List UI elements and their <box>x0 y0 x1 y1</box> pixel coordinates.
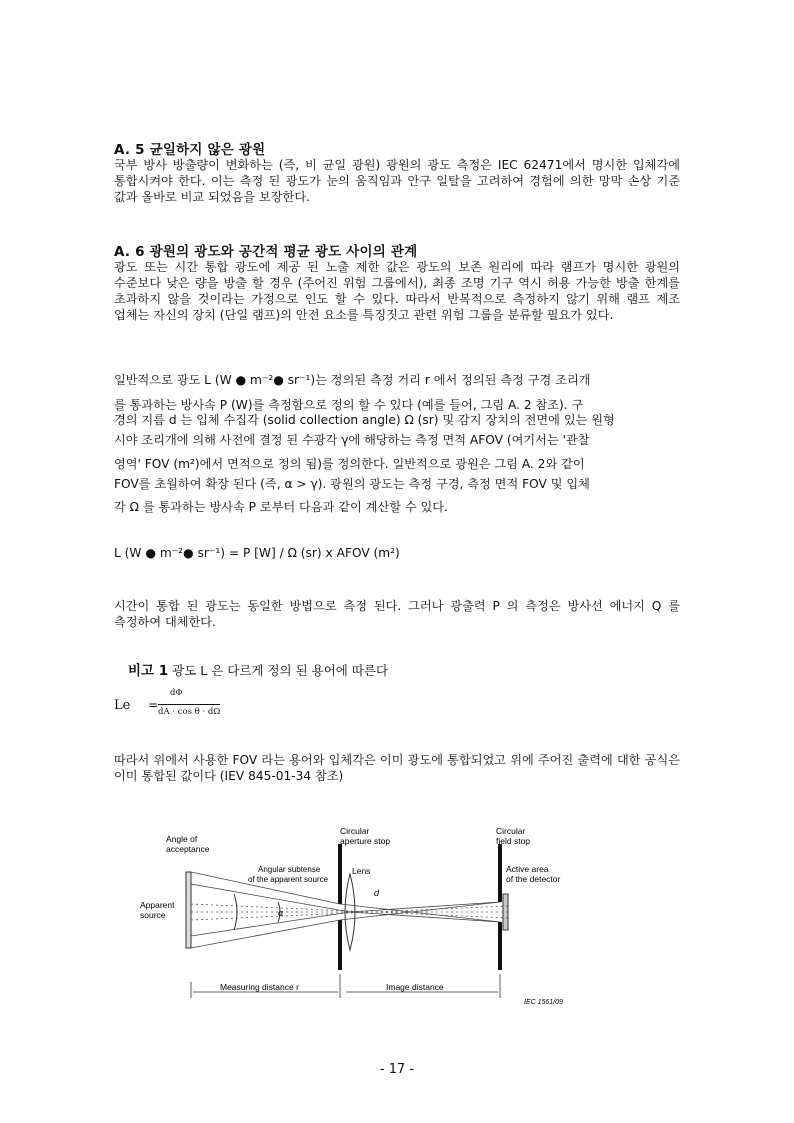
general-line-6: FOV를 초월하여 확장 된다 (즉, α > γ). 광원의 광도는 측정 구경, 측정 면적 FOV 및 입체 <box>114 477 590 491</box>
formula-denominator: dA · cos θ · dΩ <box>158 707 221 717</box>
section-a5-heading: A. 5 균일하지 않은 광원 <box>114 142 266 158</box>
general-line-5: 영역' FOV (m²)에서 면적으로 정의 됨)를 정의한다. 일반적으로 광원은 그림 A. 2와 같이 <box>114 457 585 471</box>
formula-fraction-bar <box>158 704 220 705</box>
section-a6-body: 광도 또는 시간 통합 광도에 제공 된 노출 제한 값은 광도의 보존 원리에 따라 램프가 명시한 광원의 수준보다 낮은 량을 방출 할 경우 (주어진 위험 그룹에서), 최종 조명 기구 역시 허용 가능한 방출 한계를 초과하지 않을 것이라는 가정으로 인도 할 수 있다. 따라서 반복적으로 측정하지 않기 위해 램프 제조 업체는 자신의 장치 (단일 램프)의 안전 요소를 특징짓고 관련 위험 그룹을 분류할 필요가 있다. <box>114 260 680 322</box>
measurement-diagram-svg <box>136 822 576 1012</box>
radiance-equation: L (W ● m⁻²● sr⁻¹) = P [W] / Ω (sr) x AFOV (m²) <box>114 546 400 560</box>
formula-numerator: dΦ <box>170 688 183 698</box>
label-lens: Lens <box>352 866 371 876</box>
note-text: 광도 L 은 다르게 정의 된 용어에 따른다 <box>172 663 389 678</box>
section-a5-body: 국부 방사 방출량이 변화하는 (즉, 비 균일 광원) 광원의 광도 측정은 IEC 62471에서 명시한 입체각에 통합시켜야 한다. 이는 측정 된 광도가 눈의 움직임과 안구 일탈을 고려하여 경험에 의한 망막 손상 기준 값과 올바로 비교 되었음을 보장한다. <box>114 158 680 204</box>
label-image-distance: Image distance <box>386 982 444 992</box>
label-active-area: Active area of the detector <box>506 864 561 884</box>
acceptance-arc <box>234 894 237 930</box>
label-alpha: α <box>278 908 284 918</box>
label-apparent-source: Apparent source <box>140 900 175 920</box>
general-line-2: 를 통과하는 방사속 P (W)를 측정함으로 정의 할 수 있다 (예를 들어, 그림 A. 2 참조). 구 <box>114 398 584 412</box>
label-aperture-stop: Circular aperture stop <box>340 826 391 846</box>
measurement-diagram <box>136 822 576 1012</box>
note-label: 비고 1 <box>128 663 169 679</box>
label-d: d <box>374 888 380 898</box>
time-integrated-body: 시간이 통합 된 광도는 동일한 방법으로 측정 된다. 그러나 광출력 P 의 측정은 방사선 에너지 Q 를 측정하여 대체한다. <box>114 599 680 629</box>
formula-lhs: Le <box>114 698 131 713</box>
section-a6-heading: A. 6 광원의 광도와 공간적 평균 광도 사이의 관계 <box>114 244 418 260</box>
conclusion-body: 따라서 위에서 사용한 FOV 라는 용어와 입체각은 이미 광도에 통합되었고 위에 주어진 출력에 대한 공식은 이미 통합된 값이다 (IEV 845-01-34 참조) <box>114 753 680 783</box>
radiance-formula <box>114 688 224 724</box>
label-field-stop: Circular field stop <box>496 826 531 846</box>
general-line-3: 경의 지름 d 는 입체 수집각 (solid collection angle) Ω (sr) 및 감지 장치의 전면에 있는 원형 <box>114 413 615 427</box>
formula-equals: = <box>148 698 159 712</box>
label-measuring-distance: Measuring distance r <box>220 982 299 992</box>
label-iec-code: IEC 1561/09 <box>524 999 563 1006</box>
page-number: - 17 - <box>379 1062 415 1077</box>
label-angle-of-acceptance: Angle of acceptance <box>166 834 210 854</box>
general-line-4: 시야 조리개에 의해 사전에 결정 된 수광각 γ에 해당하는 측정 면적 AFOV (여기서는 '관찰 <box>114 433 590 447</box>
label-angular-subtense: Angular subtense of the apparent source <box>248 865 329 884</box>
apparent-source-shape <box>186 872 191 948</box>
general-line-1: 일반적으로 광도 L (W ● m⁻²● sr⁻¹)는 정의된 측정 거리 r 에서 정의된 측정 구경 조리개 <box>114 373 591 387</box>
note-1 <box>128 659 388 679</box>
general-line-7: 각 Ω 를 통과하는 방사속 P 로부터 다음과 같이 계산할 수 있다. <box>114 500 448 514</box>
